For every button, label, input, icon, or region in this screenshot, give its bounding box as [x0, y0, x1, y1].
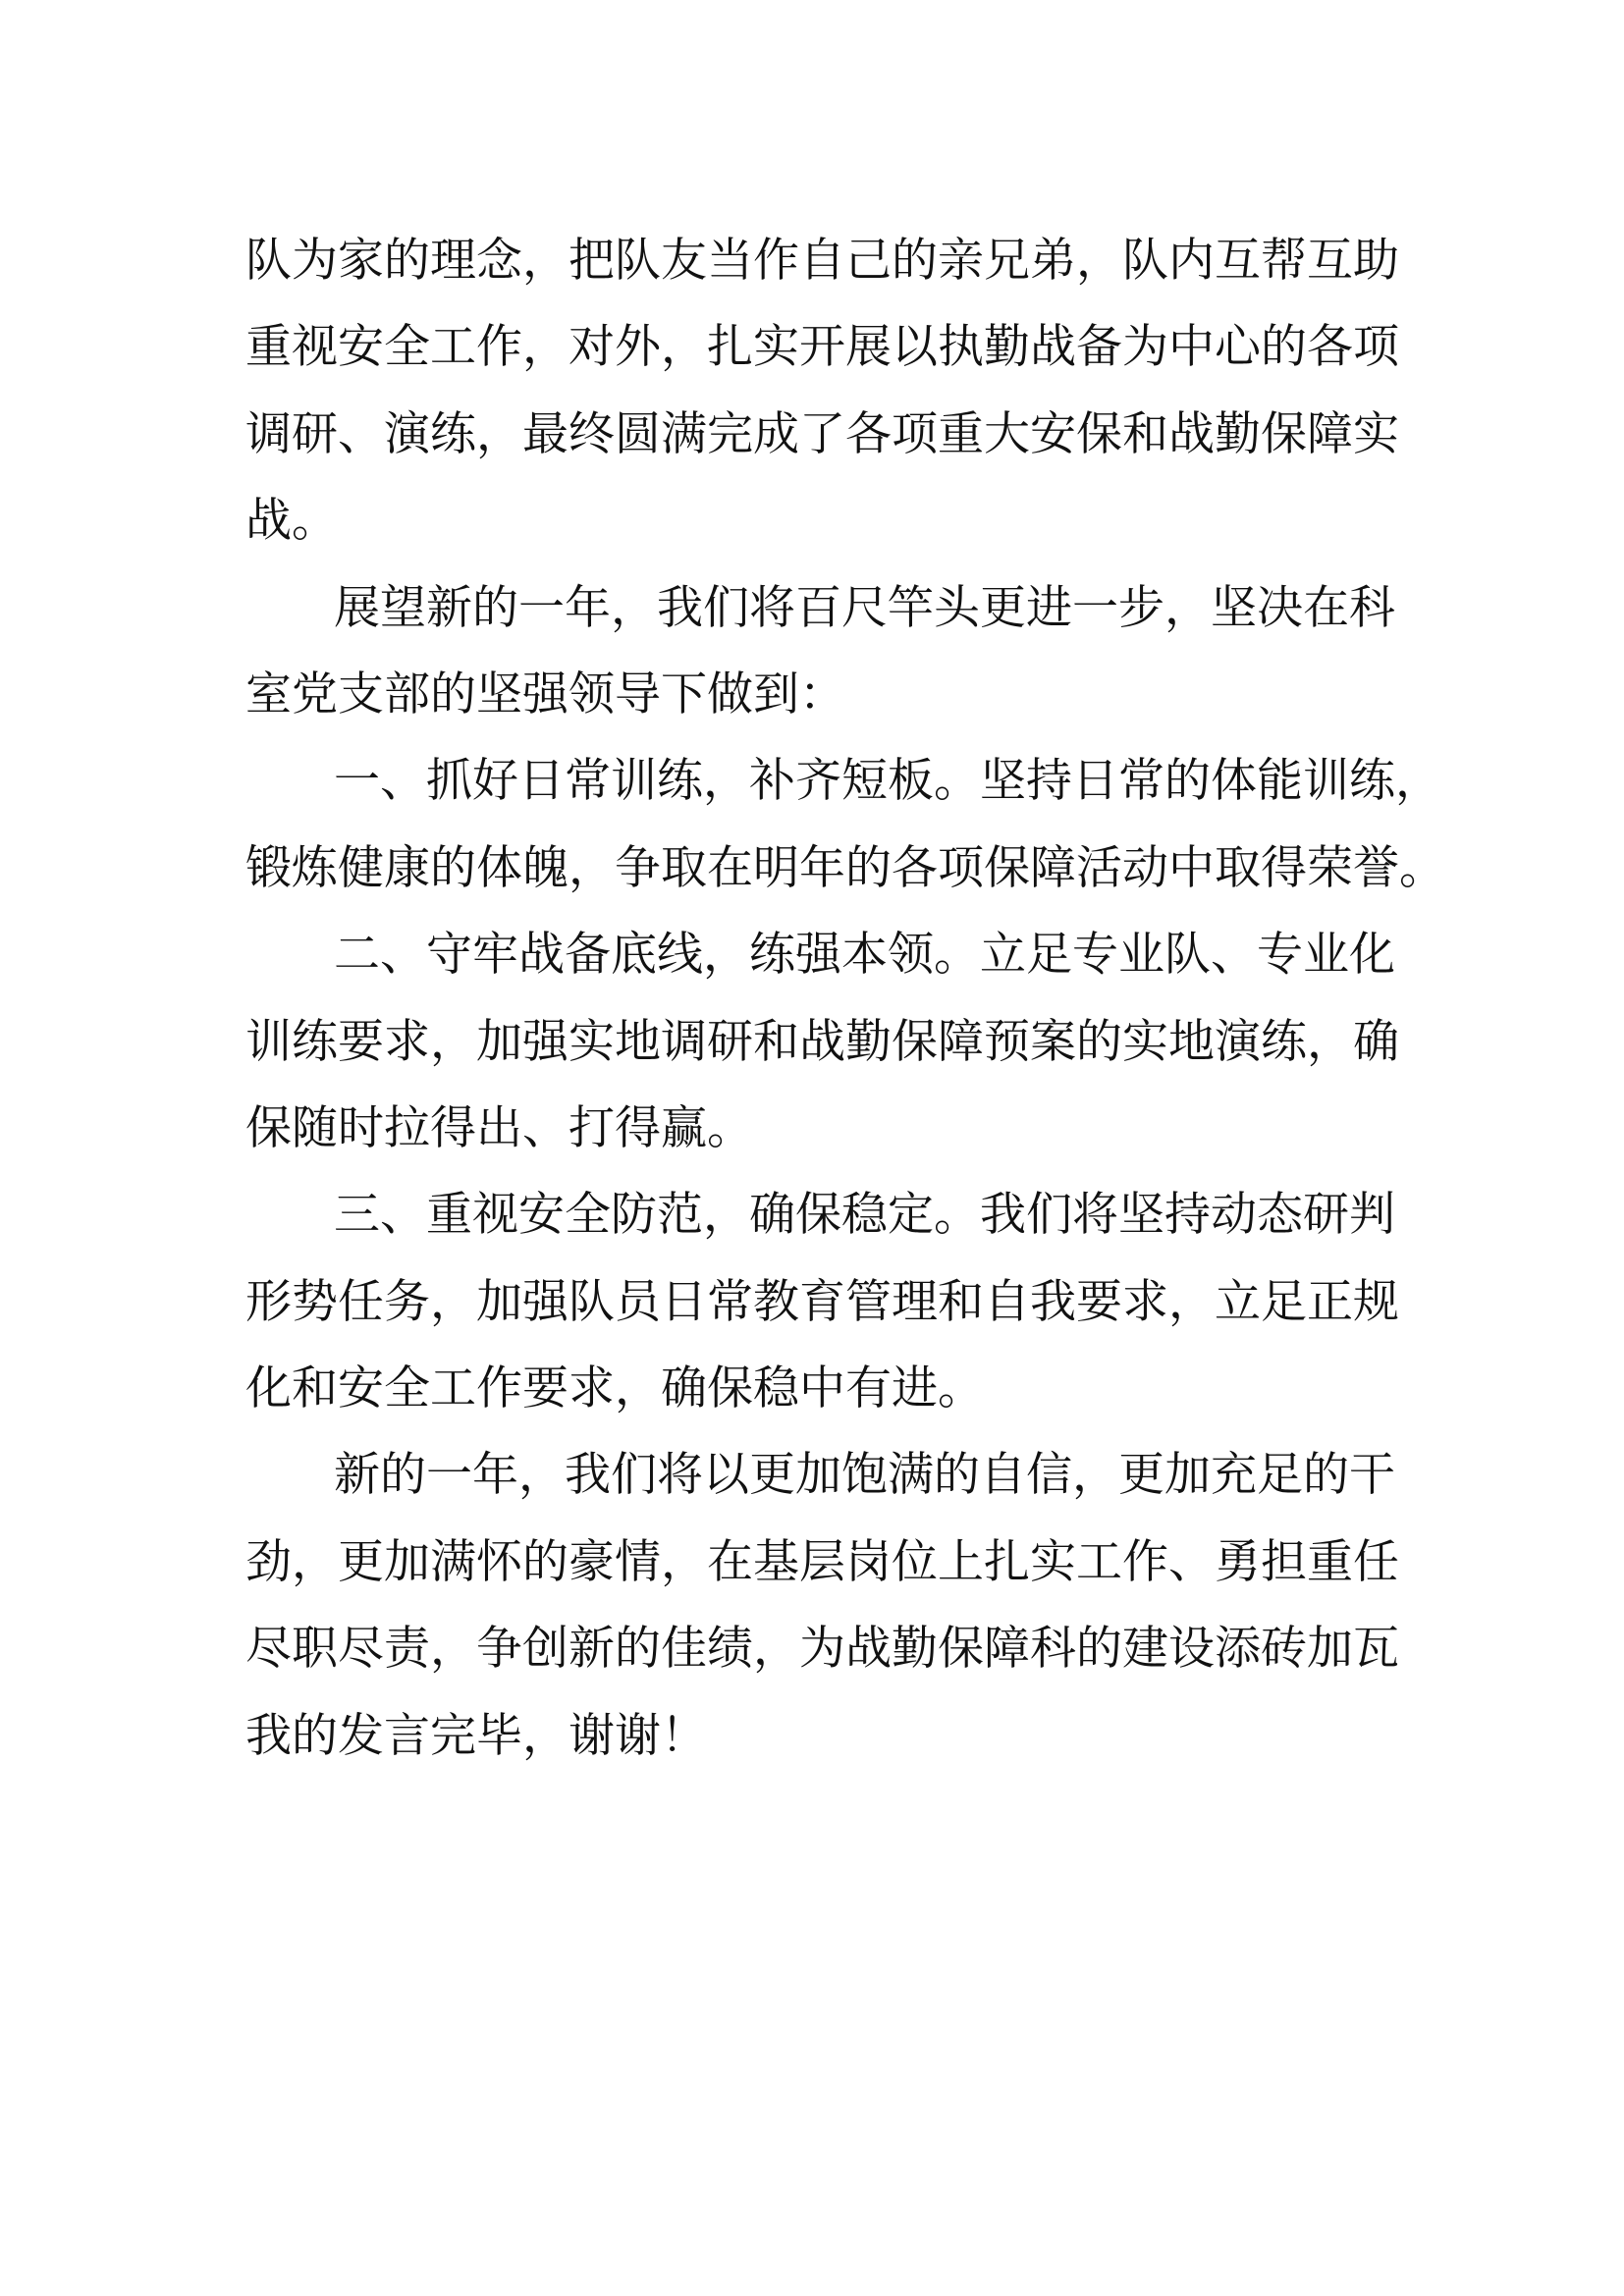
text-line: 我的发言完毕，谢谢！ [245, 1708, 707, 1763]
paragraph-first-line: 一、抓好日常训练，补齐短板。坚持日常的体能训练， [334, 754, 1441, 809]
paragraph-first-line: 三、重视安全防范，确保稳定。我们将坚持动态研判 [334, 1188, 1395, 1243]
text-line: 形势任务，加强队员日常教育管理和自我要求，立足正规 [245, 1274, 1399, 1329]
text-line: 锻炼健康的体魄，争取在明年的各项保障活动中取得荣誉。 [245, 840, 1445, 895]
text-line: 保随时拉得出、打得赢。 [245, 1100, 753, 1155]
body-text [245, 218, 1445, 1780]
text-line: 化和安全工作要求，确保稳中有进。 [245, 1362, 984, 1416]
paragraph-first-line: 二、守牢战备底线，练强本领。立足专业队、专业化 [334, 928, 1395, 983]
text-line: 调研、演练，最终圆满完成了各项重大安保和战勤保障实 [245, 406, 1399, 461]
text-line: 劲，更加满怀的豪情，在基层岗位上扎实工作、勇担重任 [245, 1534, 1399, 1589]
text-line: 重视安全工作，对外，扎实开展以执勤战备为中心的各项 [245, 320, 1399, 375]
text-line: 室党支部的坚强领导下做到： [245, 667, 845, 721]
text-line: 队为家的理念，把队友当作自己的亲兄弟，队内互帮互助 [245, 234, 1399, 288]
text-line: 训练要求，加强实地调研和战勤保障预案的实地演练，确 [245, 1014, 1399, 1069]
paragraph-first-line: 展望新的一年，我们将百尺竿头更进一步，坚决在科 [334, 580, 1395, 635]
paragraph-first-line: 新的一年，我们将以更加饱满的自信，更加充足的干 [334, 1448, 1395, 1503]
text-line: 战。 [245, 494, 338, 549]
text-line: 尽职尽责，争创新的佳绩，为战勤保障科的建设添砖加瓦 [245, 1622, 1399, 1677]
